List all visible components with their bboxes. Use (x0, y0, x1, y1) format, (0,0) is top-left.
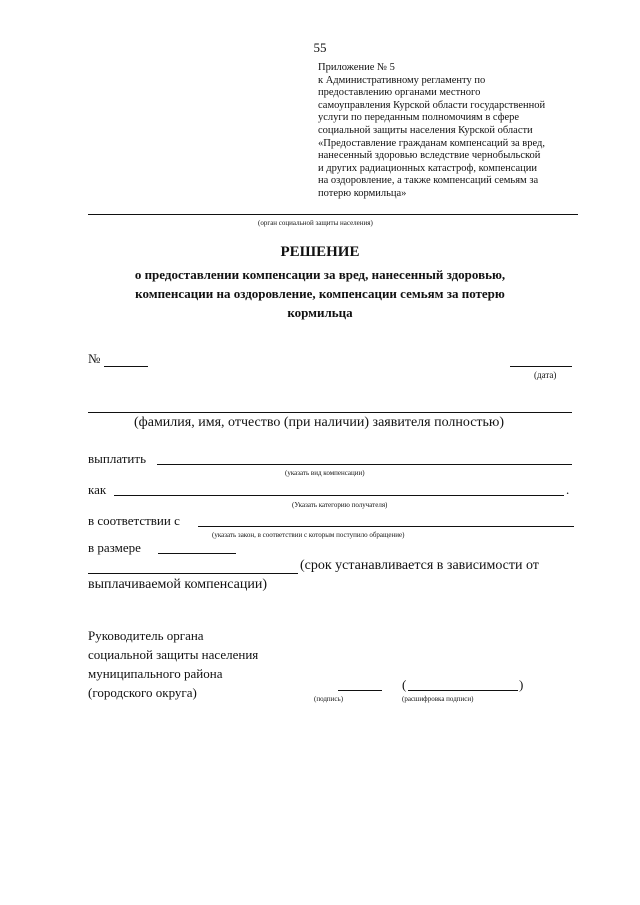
decryption-close-paren: ) (519, 677, 524, 692)
head-line: социальной защиты населения (88, 647, 259, 662)
page-number: 55 (313, 40, 327, 55)
head-signature-block (88, 626, 258, 702)
head-line: Руководитель органа (88, 628, 204, 643)
pay-label: выплатить (88, 451, 146, 466)
appendix-line: предоставлению органами местного (318, 87, 481, 99)
decryption-caption: (расшифровка подписи) (402, 695, 474, 703)
term-text-continued: выплачиваемой компенсации) (88, 577, 268, 592)
organ-line (88, 214, 578, 215)
amount-line (158, 553, 236, 554)
accordance-label: в соответствии с (88, 513, 180, 528)
accordance-line (198, 526, 574, 527)
as-period: . (566, 482, 570, 497)
date-line (510, 366, 572, 367)
appendix-line: на оздоровление, а также компенсаций семьям за (318, 175, 539, 187)
head-line: муниципального района (88, 666, 223, 681)
appendix-line: Приложение № 5 (318, 62, 395, 73)
appendix-line: услуги по переданным полномочиям в сфере (318, 112, 520, 124)
organ-caption: (орган социальной защиты населения) (258, 219, 373, 227)
signature-line (338, 690, 382, 691)
signature-caption: (подпись) (314, 695, 344, 703)
appendix-line: «Предоставление гражданам компенсаций за вред, (318, 137, 545, 149)
appendix-block (318, 62, 588, 201)
document-title: РЕШЕНИЕ (280, 244, 360, 260)
appendix-line: нанесенный здоровью вследствие чернобыльской (318, 150, 541, 162)
head-line: (городского округа) (88, 685, 197, 700)
amount-label: в размере (88, 540, 141, 555)
decryption-open-paren: ( (402, 677, 407, 692)
number-label: № (88, 351, 101, 366)
pay-line (157, 464, 572, 465)
term-line (88, 573, 298, 574)
term-text: (срок устанавливается в зависимости от (300, 558, 539, 573)
pay-caption: (указать вид компенсации) (285, 469, 365, 477)
date-caption: (дата) (534, 370, 557, 380)
subtitle-line: кормильца (287, 305, 353, 320)
decryption-line (408, 690, 518, 691)
appendix-line: потерю кормильца» (318, 187, 407, 199)
fio-caption: (фамилия, имя, отчество (при наличии) заявителя полностью) (134, 415, 505, 430)
fio-line (88, 412, 572, 413)
number-line (104, 366, 148, 367)
document-subtitle (60, 265, 580, 322)
appendix-line: и других радиационных катастроф, компенсации (318, 162, 538, 174)
appendix-line: самоуправления Курской области государственной (318, 99, 546, 111)
as-line (114, 495, 564, 496)
subtitle-line: о предоставлении компенсации за вред, нанесенный здоровью, (134, 267, 506, 282)
accordance-caption: (указать закон, в соответствии с которым поступило обращение) (212, 531, 405, 539)
subtitle-line: компенсации на оздоровление, компенсации семьям за потерю (135, 286, 505, 301)
as-caption: (Указать категорию получателя) (292, 501, 388, 509)
appendix-line: социальной защиты населения Курской области (318, 124, 533, 136)
appendix-line: к Административному регламенту по (318, 74, 486, 86)
as-label: как (88, 482, 107, 497)
